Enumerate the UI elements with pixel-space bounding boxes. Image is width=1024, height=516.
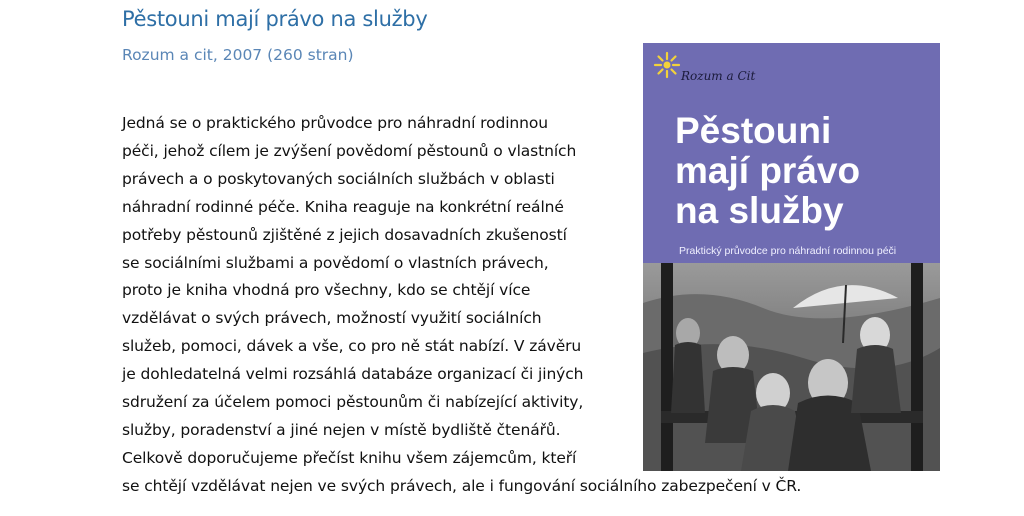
description-line: je dohledatelná velmi rozsáhlá databáze organizací či jiných <box>122 365 584 384</box>
description-line: se chtějí vzdělávat nejen ve svých právech, ale i fungování sociálního zabezpečení v ČR. <box>122 476 802 495</box>
cover-title <box>675 111 860 231</box>
description-line: potřeby pěstounů zjištěné z jejich dosavadních zkušeností <box>122 225 567 244</box>
cover-title-line: mají právo <box>675 150 861 191</box>
cover-publisher: Rozum a Cit <box>681 69 756 83</box>
cover-title-line: Pěstouni <box>675 110 832 151</box>
description-line: péči, jehož cílem je zvýšení povědomí pěstounů o vlastních <box>122 141 577 160</box>
book-title: Pěstouni mají právo na služby <box>122 7 428 31</box>
description-line: služby, poradenství a jiné nejen v místě bydliště čtenářů. <box>122 420 561 439</box>
description-line: Jedná se o praktického průvodce pro náhradní rodinnou <box>122 114 548 132</box>
description-line: vzdělávat o svých právech, možností využití sociálních <box>122 309 542 328</box>
description-line: se sociálními službami a povědomí o vlastních právech, <box>122 253 549 272</box>
description-line: náhradní rodinné péče. Kniha reaguje na konkrétní reálné <box>122 197 564 216</box>
description-line: právech a o poskytovaných sociálních službách v oblasti <box>122 169 555 188</box>
cover-subtitle: Praktický průvodce pro náhradní rodinnou péči <box>679 245 897 257</box>
description-line: sdružení za účelem pomoci pěstounům či nabízející aktivity, <box>122 393 584 412</box>
cover-title-line: na služby <box>675 190 844 231</box>
cover-photo <box>643 263 940 471</box>
description-line: služeb, pomoci, dávek a vše, co pro ně stát nabízí. V závěru <box>122 337 582 356</box>
book-meta: Rozum a cit, 2007 (260 stran) <box>122 46 354 64</box>
description-line: Celkově doporučujeme přečíst knihu všem zájemcům, kteří <box>122 448 577 467</box>
book-cover <box>643 43 940 471</box>
sun-icon <box>653 51 681 79</box>
description-line: proto je kniha vhodná pro všechny, kdo se chtějí více <box>122 281 531 300</box>
